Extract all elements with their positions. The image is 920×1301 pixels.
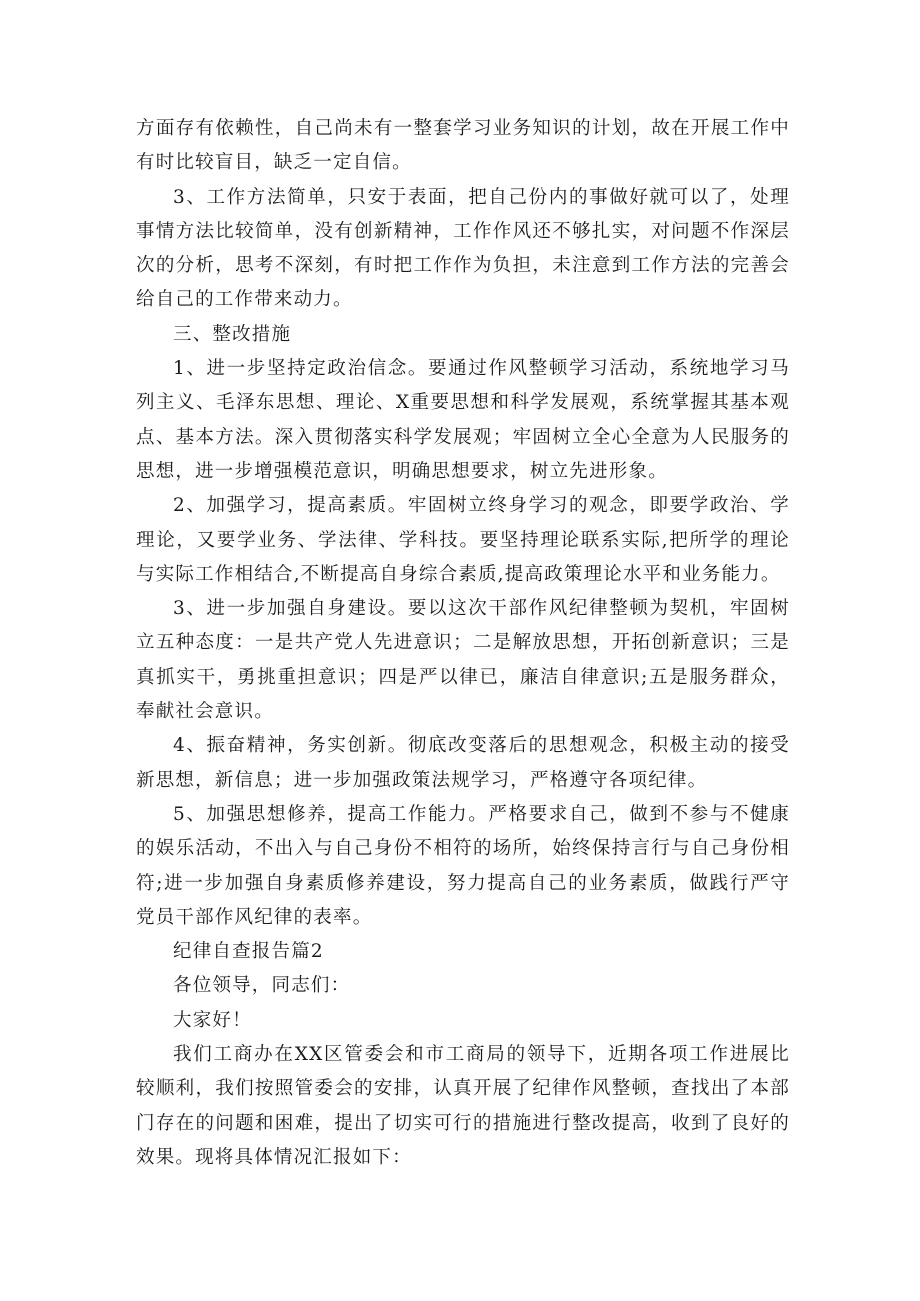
paragraph-work-method: 3、工作方法简单，只安于表面，把自己份内的事做好就可以了，处理事情方法比较简单，没有创新精神，工作作风还不够扎实，对问题不作深层次的分析，思考不深刻，有时把工作作为负担，未注意到工作方法的完善会给自己的工作带来动力。	[136, 186, 790, 311]
report-title: 纪律自查报告篇2	[173, 941, 324, 963]
document-body	[136, 112, 790, 1175]
greeting: 大家好！	[173, 1009, 252, 1031]
paragraph-intro: 我们工商办在XX区管委会和市工商局的领导下，近期各项工作进展比较顺利，我们按照管委会的安排，认真开展了纪律作风整顿，查找出了本部门存在的问题和困难，提出了切实可行的措施进行整改提高，收到了良好的效果。现将具体情况汇报如下：	[136, 1044, 790, 1168]
paragraph-spirit: 4、振奋精神，务实创新。彻底改变落后的思想观念，积极主动的接受新思想，新信息；进一步加强政策法规学习，严格遵守各项纪律。	[136, 735, 790, 791]
section-heading-rectification: 三、整改措施	[173, 323, 292, 345]
paragraph-cultivation: 5、加强思想修养，提高工作能力。严格要求自己，做到不参与不健康的娱乐活动，不出入与自己身份不相符的场所，始终保持言行与自己身份相符;进一步加强自身素质修养建设，努力提高自己的业务素质，做践行严守党员干部作风纪律的表率。	[136, 803, 790, 928]
salutation: 各位领导，同志们：	[173, 975, 351, 997]
paragraph-continuation: 方面存有依赖性，自己尚未有一整套学习业务知识的计划，故在开展工作中有时比较盲目，缺乏一定自信。	[136, 118, 790, 174]
paragraph-study: 2、加强学习，提高素质。牢固树立终身学习的观念，即要学政治、学理论，又要学业务、学法律、学科技。要坚持理论联系实际,把所学的理论与实际工作相结合,不断提高自身综合素质,提高政策理论水平和业务能力。	[136, 495, 790, 585]
paragraph-political-belief: 1、进一步坚持定政治信念。要通过作风整顿学习活动，系统地学习马列主义、毛泽东思想、理论、X重要思想和科学发展观，系统掌握其基本观点、基本方法。深入贯彻落实科学发展观；牢固树立全心全意为人民服务的思想，进一步增强模范意识，明确思想要求，树立先进形象。	[136, 358, 790, 482]
paragraph-self-construction: 3、进一步加强自身建设。要以这次干部作风纪律整顿为契机，牢固树立五种态度：一是共产党人先进意识；二是解放思想，开拓创新意识；三是真抓实干，勇挑重担意识；四是严以律已，廉洁自律意识;五是服务群众，奉献社会意识。	[136, 598, 790, 723]
